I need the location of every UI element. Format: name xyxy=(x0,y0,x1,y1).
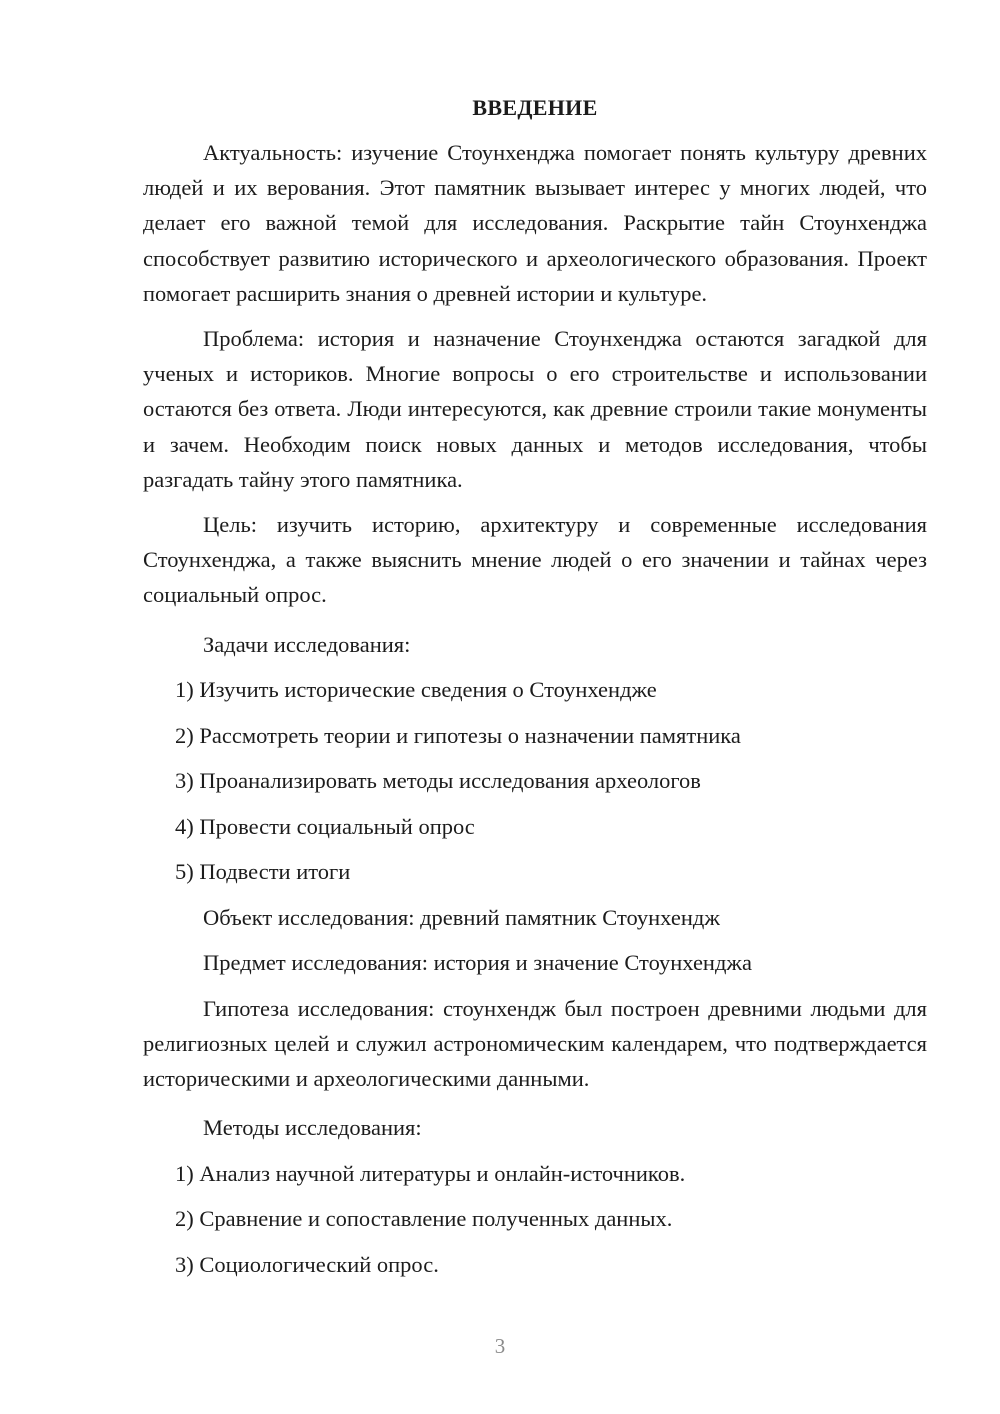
methods-heading: Методы исследования: xyxy=(203,1115,422,1141)
method-item: 1) Анализ научной литературы и онлайн-источников. xyxy=(175,1160,686,1186)
relevance-paragraph: Актуальность: изучение Стоунхенджа помогает понять культуру древних людей и их верования. Этот памятник вызывает интерес у многих людей, что делает его важной темой для исследования. Раскрытие тайн Стоунхенджа способствует развитию исторического и археологического образования. Проект помогает расширить знания о древней истории и культуре. xyxy=(143,140,927,306)
research-subject: Предмет исследования: история и значение Стоунхенджа xyxy=(203,950,752,976)
task-item: 5) Подвести итоги xyxy=(175,859,351,885)
task-item: 1) Изучить исторические сведения о Стоунхендже xyxy=(175,677,657,703)
task-item: 2) Рассмотреть теории и гипотезы о назначении памятника xyxy=(175,722,741,748)
task-item: 4) Провести социальный опрос xyxy=(175,813,475,839)
page-number: 3 xyxy=(494,1334,506,1358)
task-item: 3) Проанализировать методы исследования археологов xyxy=(175,768,701,794)
document-page xyxy=(143,90,927,1292)
method-item: 3) Социологический опрос. xyxy=(175,1251,439,1277)
hypothesis-paragraph: Гипотеза исследования: стоунхендж был построен древними людьми для религиозных целей и служил астрономическим календарем, что подтверждается историческими и археологическими данными. xyxy=(143,995,927,1092)
research-object: Объект исследования: древний памятник Стоунхендж xyxy=(203,904,720,930)
goal-paragraph: Цель: изучить историю, архитектуру и современные исследования Стоунхенджа, а также выяснить мнение людей о его значении и тайнах через социальный опрос. xyxy=(143,512,927,608)
tasks-heading: Задачи исследования: xyxy=(203,631,411,657)
problem-paragraph: Проблема: история и назначение Стоунхенджа остаются загадкой для ученых и историков. Многие вопросы о его строительстве и использовании остаются без ответа. Люди интересуются, как древние строили такие монументы и зачем. Необходим поиск новых данных и методов исследования, чтобы разгадать тайну этого памятника. xyxy=(143,326,927,492)
section-title: ВВЕДЕНИЕ xyxy=(472,95,598,120)
method-item: 2) Сравнение и сопоставление полученных данных. xyxy=(175,1206,673,1232)
